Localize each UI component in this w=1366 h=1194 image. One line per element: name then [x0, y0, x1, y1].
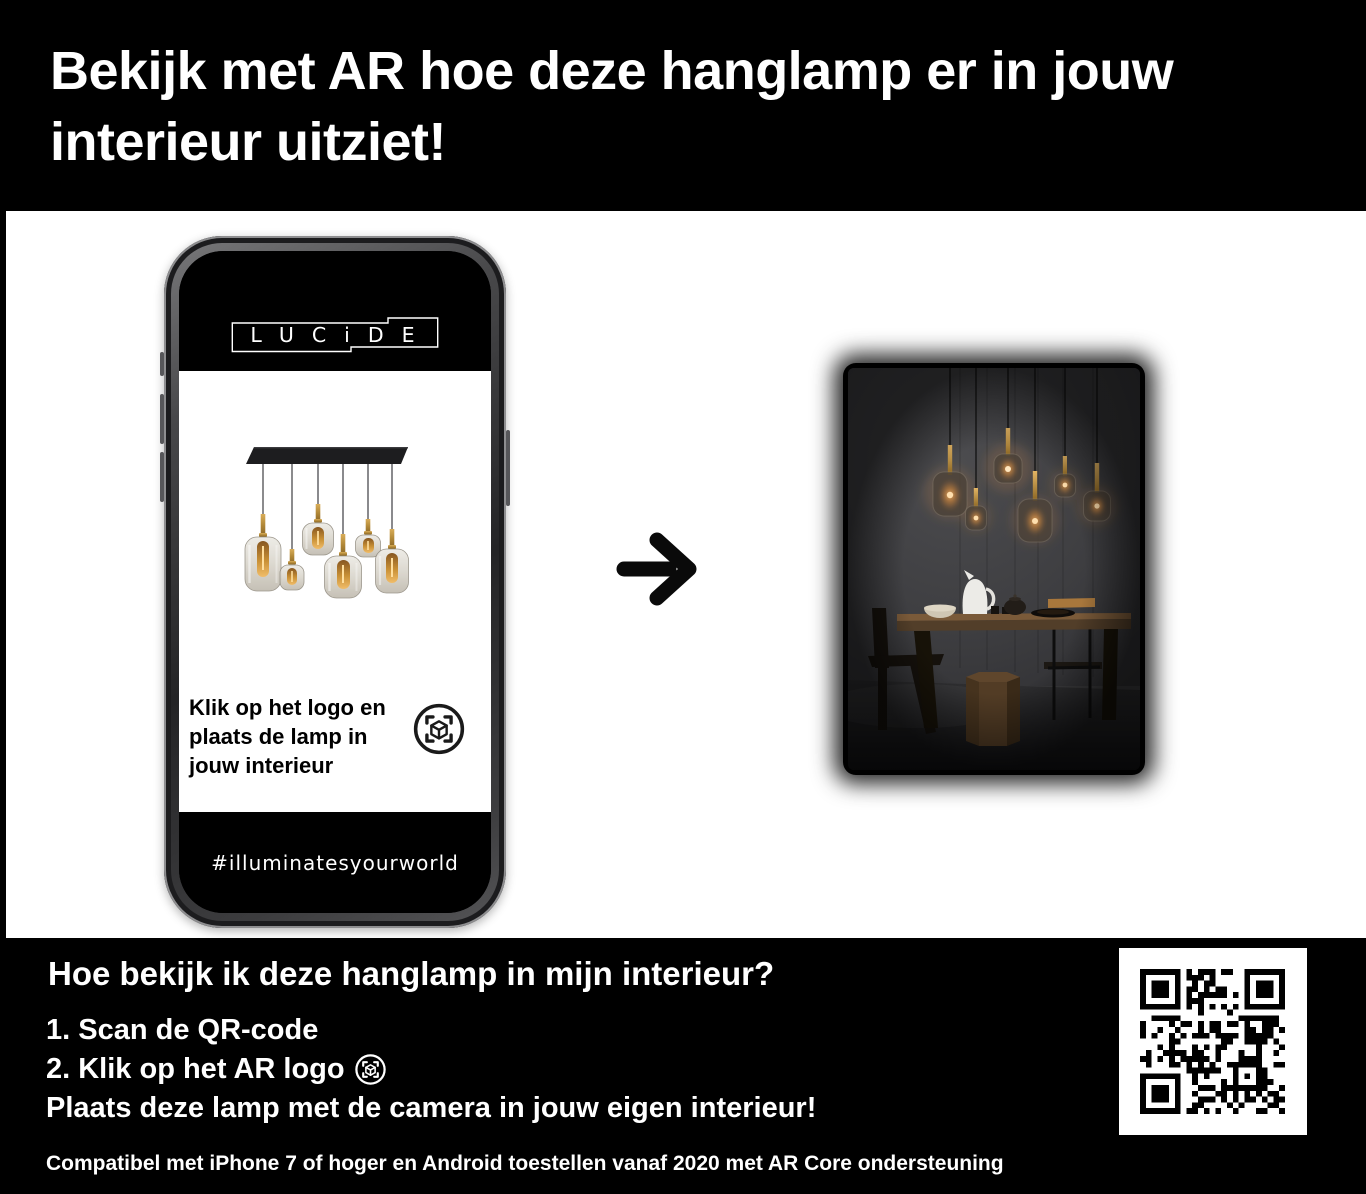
step-2-text: 2. Klik op het AR logo — [46, 1053, 345, 1085]
phone-mute-switch — [160, 352, 164, 376]
ar-cube-viewfinder-icon — [410, 700, 468, 758]
phone-screen-footer — [179, 812, 491, 913]
left-edge-strip — [0, 211, 6, 938]
pendant-5 — [356, 519, 381, 557]
qr-code-panel — [1119, 948, 1307, 1135]
ar-cube-viewfinder-icon-small — [353, 1052, 388, 1087]
title-line-2: interieur uitziet! — [50, 112, 447, 172]
step-3-text: Plaats deze lamp met de camera in jouw eigen interieur! — [46, 1092, 817, 1124]
lucide-logo — [232, 317, 439, 353]
top-banner — [0, 0, 1366, 211]
pendant-3 — [303, 504, 334, 555]
bottom-banner — [0, 938, 1366, 1194]
instruction-step-1 — [46, 1012, 318, 1048]
middle-section — [0, 211, 1366, 938]
phone-mockup — [164, 236, 506, 928]
instruction-step-2 — [46, 1051, 388, 1087]
hashtag-text: #illuminatesyourworld — [211, 850, 459, 875]
pendant-1 — [245, 514, 281, 591]
step-1-text: 1. Scan de QR-code — [46, 1014, 319, 1046]
pendant-6 — [376, 529, 409, 593]
lucide-logo-text: LUCiDE — [250, 323, 433, 347]
interior-photo-image — [848, 368, 1140, 770]
title-line-1: Bekijk met AR hoe deze hanglamp er in jouw — [50, 41, 1174, 101]
pendant-2 — [280, 549, 304, 590]
phone-volume-up-button — [160, 394, 164, 444]
interior-photo — [848, 368, 1140, 770]
flyer-title — [50, 36, 1173, 178]
phone-instruction-line-3: jouw interieur — [189, 753, 334, 778]
phone-screen — [179, 251, 491, 913]
instruction-step-3 — [46, 1090, 816, 1126]
phone-instruction-line-1: Klik op het logo en — [189, 695, 386, 720]
instructions-heading: Hoe bekijk ik deze hanglamp in mijn interieur? — [48, 955, 775, 992]
phone-volume-down-button — [160, 452, 164, 502]
qr-code — [1140, 969, 1285, 1114]
phone-power-button — [506, 430, 510, 506]
phone-instruction-text — [189, 693, 386, 780]
phone-instruction-line-2: plaats de lamp in — [189, 724, 368, 749]
phone-screen-header — [179, 251, 491, 371]
compatibility-note: Compatibel met iPhone 7 of hoger en Android toestellen vanaf 2020 met AR Core ondersteuning — [46, 1152, 1004, 1175]
right-arrow-icon — [615, 528, 710, 610]
phone-screen-content — [179, 371, 491, 812]
